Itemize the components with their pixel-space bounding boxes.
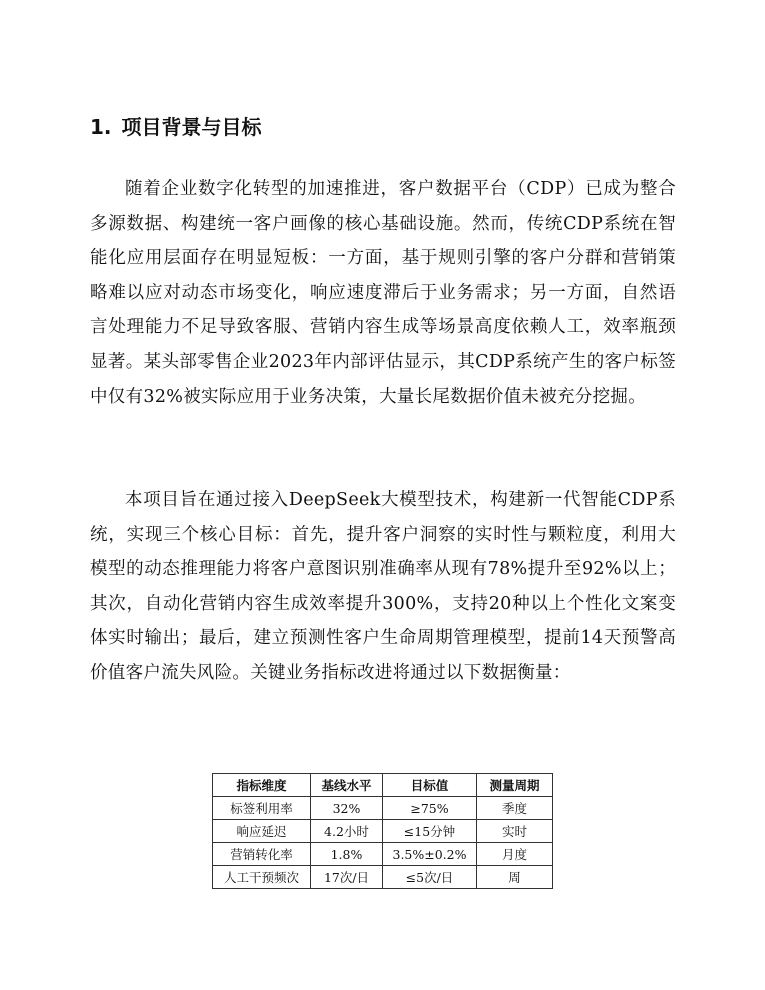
table-cell: 17次/日 [311,866,383,889]
metrics-table [212,773,553,889]
section-title: 项目背景与目标 [121,115,262,139]
table-row [213,820,553,843]
table-cell: 季度 [477,797,553,820]
objectives-paragraph: 本项目旨在通过接入DeepSeek大模型技术，构建新一代智能CDP系统，实现三个核心目标：首先，提升客户洞察的实时性与颗粒度，利用大模型的动态推理能力将客户意图识别准确率从现有78%提升至92%以上；其次，自动化营销内容生成效率提升300%，支持20种以上个性化文案变体实时输出；最后，建立预测性客户生命周期管理模型，提前14天预警高价值客户流失风险。关键业务指标改进将通过以下数据衡量： [90,490,676,683]
table-cell: 4.2小时 [311,820,383,843]
header-baseline: 基线水平 [311,774,383,797]
table-cell: 周 [477,866,553,889]
table-cell: 标签利用率 [213,797,311,820]
table-cell: 人工干预频次 [213,866,311,889]
table-row [213,797,553,820]
table-cell: 营销转化率 [213,843,311,866]
metrics-table-container [212,773,552,889]
header-target: 目标值 [383,774,477,797]
section-number: 1. [90,115,112,139]
table-cell: ≤5次/日 [383,866,477,889]
table-row [213,843,553,866]
table-cell: 月度 [477,843,553,866]
header-dimension: 指标维度 [213,774,311,797]
table-header-row [213,774,553,797]
table-cell: 1.8% [311,843,383,866]
table-cell: 响应延迟 [213,820,311,843]
table-cell: ≤15分钟 [383,820,477,843]
header-period: 测量周期 [477,774,553,797]
table-cell: 3.5%±0.2% [383,843,477,866]
table-cell: 32% [311,797,383,820]
table-row [213,866,553,889]
section-heading [90,112,262,142]
background-paragraph: 随着企业数字化转型的加速推进，客户数据平台（CDP）已成为整合多源数据、构建统一客户画像的核心基础设施。然而，传统CDP系统在智能化应用层面存在明显短板：一方面，基于规则引擎的客户分群和营销策略难以应对动态市场变化，响应速度滞后于业务需求；另一方面，自然语言处理能力不足导致客服、营销内容生成等场景高度依赖人工，效率瓶颈显著。某头部零售企业2023年内部评估显示，其CDP系统产生的客户标签中仅有32%被实际应用于业务决策，大量长尾数据价值未被充分挖掘。 [90,179,676,407]
table-cell: ≥75% [383,797,477,820]
table-cell: 实时 [477,820,553,843]
